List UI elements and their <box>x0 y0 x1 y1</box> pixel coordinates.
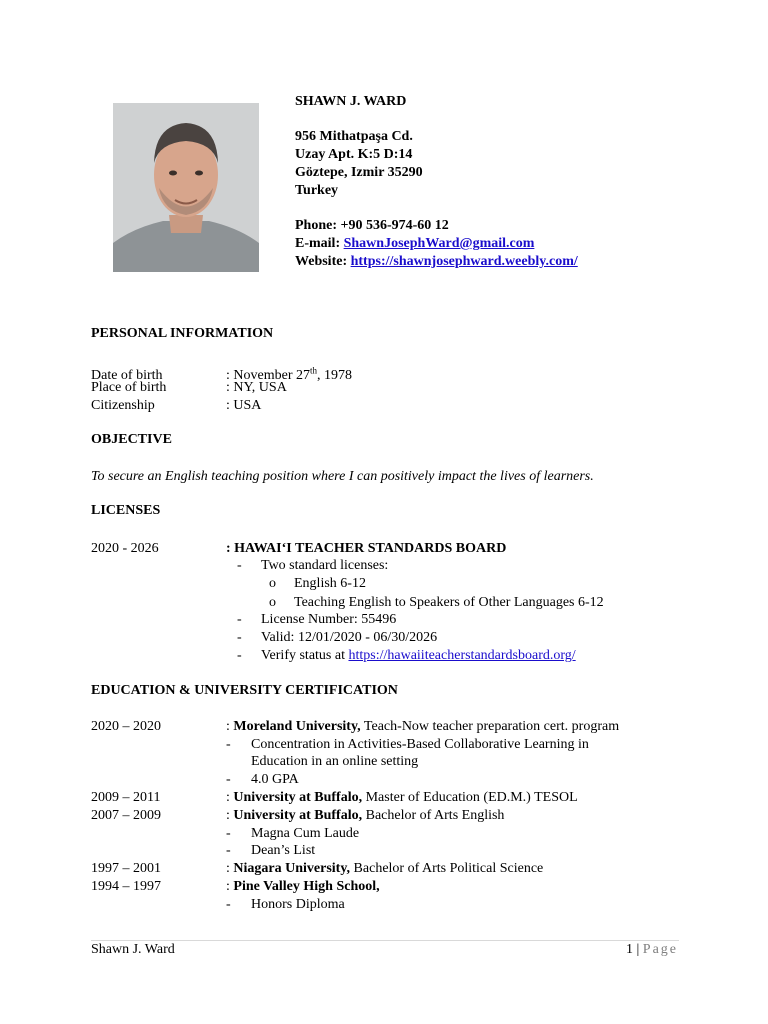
colon: : <box>226 808 234 823</box>
bullet-circle: o <box>269 595 276 610</box>
education-years: 2020 – 2020 <box>91 719 161 734</box>
website-link[interactable]: https://shawnjosephward.weebly.com/ <box>350 254 578 269</box>
license-item-3-text: Valid: 12/01/2020 - 06/30/2026 <box>261 630 438 645</box>
email-link[interactable]: ShawnJosephWard@gmail.com <box>343 236 535 251</box>
address-line-2: Uzay Apt. K:5 D:14 <box>295 147 413 162</box>
license-item-4-text: Verify status at <box>261 648 349 663</box>
dob-label: Date of birth <box>91 367 163 383</box>
citizenship-label: Citizenship <box>91 398 155 413</box>
degree-text: Bachelor of Arts English <box>362 808 505 823</box>
website-line <box>295 253 578 271</box>
education-years: 2007 – 2009 <box>91 808 161 823</box>
education-row-3 <box>91 807 504 825</box>
portrait-illustration <box>113 103 259 272</box>
license-bullet-3 <box>237 629 437 647</box>
bullet-dash: - <box>226 897 231 912</box>
phone-line: Phone: +90 536-974-60 12 <box>295 218 449 233</box>
colon: : <box>226 879 234 894</box>
education-bullet-text: Magna Cum Laude <box>251 826 360 841</box>
license-bullet-2 <box>237 611 396 629</box>
footer-name: Shawn J. Ward <box>91 942 175 957</box>
footer-page-number <box>626 942 678 958</box>
page-separator: | <box>632 942 643 957</box>
pob-value: : NY, USA <box>226 380 287 395</box>
bullet-dash: - <box>237 558 242 573</box>
school-name: Moreland University, <box>233 719 361 734</box>
bullet-dash: - <box>226 826 231 841</box>
school-name: University at Buffalo, <box>233 790 363 805</box>
license-item-2-text: License Number: 55496 <box>261 612 397 627</box>
license-years: 2020 - 2026 <box>91 541 159 556</box>
bullet-dash: - <box>237 648 242 663</box>
page-number: 1 <box>625 942 633 957</box>
education-years: 1997 – 2001 <box>91 861 161 876</box>
email-label: E-mail: <box>295 236 344 251</box>
education-bullet <box>226 842 315 860</box>
address-line-3: Göztepe, Izmir 35290 <box>295 165 423 180</box>
pob-row <box>91 379 287 397</box>
degree-text: Teach-Now teacher preparation cert. program <box>360 719 620 734</box>
dob-value-suffix: , 1978 <box>317 367 352 383</box>
license-sub-1 <box>269 575 366 593</box>
dob-value-prefix: : November 27 <box>226 367 310 383</box>
bullet-dash: - <box>226 843 231 858</box>
website-label: Website: <box>295 254 351 269</box>
degree-text: Bachelor of Arts Political Science <box>350 861 544 876</box>
license-bullet-4 <box>237 647 576 665</box>
colon: : <box>226 861 234 876</box>
education-heading: EDUCATION & UNIVERSITY CERTIFICATION <box>91 683 398 698</box>
bullet-dash: - <box>237 612 242 627</box>
education-bullet <box>226 896 345 914</box>
education-row-4 <box>91 860 543 878</box>
education-years: 1994 – 1997 <box>91 879 161 894</box>
school-name: Pine Valley High School, <box>233 879 380 894</box>
bullet-dash: - <box>226 772 231 787</box>
address-line-1: 956 Mithatpaşa Cd. <box>295 129 413 144</box>
education-bullet <box>226 825 359 843</box>
license-board: : HAWAIʻI TEACHER STANDARDS BOARD <box>226 541 507 556</box>
bullet-circle: o <box>269 576 276 591</box>
education-bullet-continuation: Education in an online setting <box>251 754 419 769</box>
education-row-1 <box>91 718 619 736</box>
citizenship-row <box>91 397 261 415</box>
education-bullet-text: Dean’s List <box>251 843 316 858</box>
profile-photo <box>113 103 259 272</box>
citizenship-value: : USA <box>226 398 262 413</box>
address-line-4: Turkey <box>295 183 339 198</box>
license-bullet-1 <box>237 557 388 575</box>
education-bullet <box>226 771 299 789</box>
colon: : <box>226 719 234 734</box>
objective-text: To secure an English teaching position where I can positively impact the lives of learners. <box>91 469 594 484</box>
education-row-2 <box>91 789 578 807</box>
education-bullet-text: Honors Diploma <box>251 897 345 912</box>
degree-text: Master of Education (ED.M.) TESOL <box>362 790 578 805</box>
license-sub-2 <box>269 594 604 612</box>
license-item-1-text: Two standard licenses: <box>261 558 389 573</box>
colon: : <box>226 790 234 805</box>
personal-info-heading: PERSONAL INFORMATION <box>91 326 274 341</box>
license-sub-1-text: English 6-12 <box>294 576 366 591</box>
education-bullet-text: Concentration in Activities-Based Collaborative Learning in <box>251 737 589 752</box>
bullet-dash: - <box>237 630 242 645</box>
licenses-heading: LICENSES <box>91 503 161 518</box>
education-row-5 <box>91 878 380 896</box>
school-name: University at Buffalo, <box>233 808 363 823</box>
page-word: Page <box>642 942 678 957</box>
education-bullet <box>226 736 589 754</box>
bullet-dash: - <box>226 737 231 752</box>
education-years: 2009 – 2011 <box>91 790 161 805</box>
objective-heading: OBJECTIVE <box>91 432 172 447</box>
license-row <box>91 540 506 558</box>
verify-status-link[interactable]: https://hawaiiteacherstandardsboard.org/ <box>348 648 576 663</box>
email-line <box>295 235 578 253</box>
license-sub-2-text: Teaching English to Speakers of Other Languages 6-12 <box>294 595 604 610</box>
school-name: Niagara University, <box>233 861 351 876</box>
dob-superscript: th <box>309 365 317 375</box>
footer-divider <box>91 940 679 941</box>
person-name: SHAWN J. WARD <box>295 94 407 109</box>
education-bullet-text: 4.0 GPA <box>251 772 299 787</box>
contact-header <box>295 93 578 271</box>
pob-label: Place of birth <box>91 380 167 395</box>
